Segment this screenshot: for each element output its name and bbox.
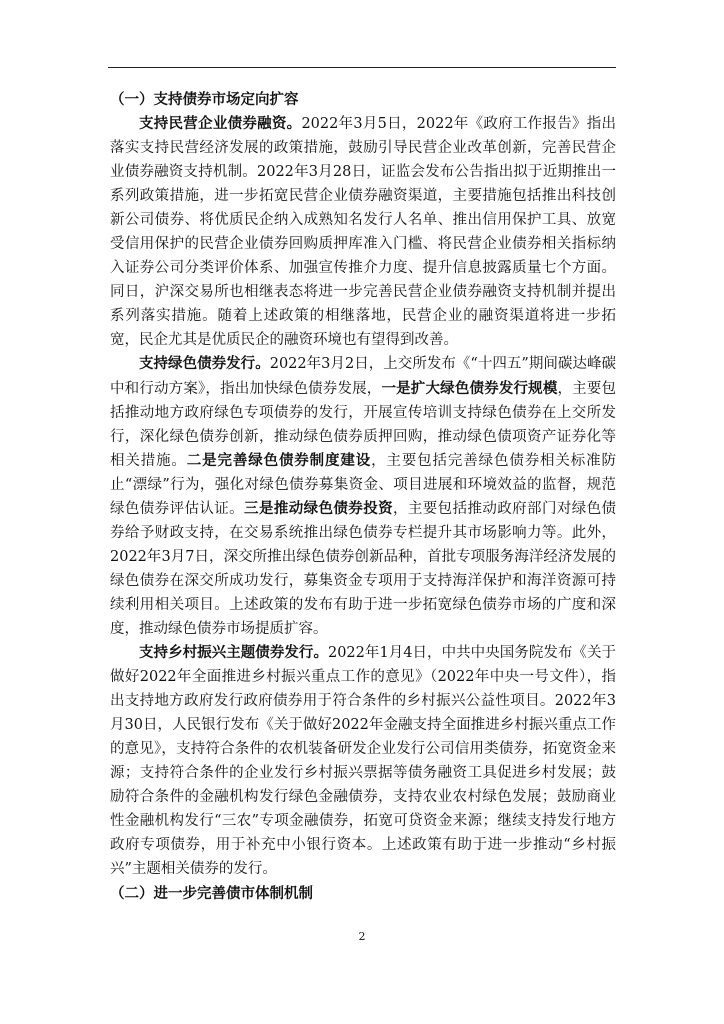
paragraph-text: 2022年3月5日，2022年《政府工作报告》指出落实支持民营经济发展的政策措施，鼓励引导民营企业改革创新，完善民营企业债券融资支持机制。2022年3月28日，证监会发布公告指出拟于近期推出一系列政策措施，进一步拓宽民营企业债券融资渠道，主要措施包括推出科技创新公司债券、将优质民企纳入成熟知名发行人名单、推出信用保护工具、放宽受信用保护的民营企业债券回购质押库准入门槛、将民营企业债券相关指标纳入证券公司分类评价体系、加强宣传推介力度、提升信息披露质量七个方面。同日，沪深交易所也相继表态将进一步完善民营企业债券融资支持机制并提出系列落实措施。随着上述政策的相继落地，民营企业的融资渠道将进一步拓宽，民企尤其是优质民企的融资环境也有望得到改善。 — [110, 116, 616, 349]
paragraph-rural-revitalization-bonds — [110, 641, 616, 881]
paragraph-lead: 支持民营企业债券融资。 — [139, 115, 302, 132]
header-rule — [108, 67, 616, 68]
paragraph-text: 2022年3月2日，上交所发布《“十四五”期间碳达峰碳中和行动方案》，指出加快绿色债券发展， — [110, 356, 616, 397]
paragraph-text: 2022年1月4日，中共中央国务院发布《关于做好2022年全面推进乡村振兴重点工作的意见》（2022年中央一号文件），指出支持地方政府发行政府债券用于符合条件的乡村振兴公益性项目。2022年3月30日，人民银行发布《关于做好2022年金融支持全面推进乡村振兴重点工作的意见》，支持符合条件的农机装备研发企业发行公司信用类债券，拓宽资金来源；支持符合条件的企业发行乡村振兴票据等债务融资工具促进乡村发展；鼓励符合条件的金融机构发行绿色金融债券，支持农业农村绿色发展；鼓励商业性金融机构发行“三农”专项金融债券，拓宽可贷资金来源；继续支持发行地方政府专项债券，用于补充中小银行资本。上述政策有助于进一步推动“乡村振兴”主题相关债券的发行。 — [110, 645, 616, 878]
document-body — [110, 88, 616, 906]
emphasis-point-3: 三是推动绿色债券投资 — [244, 499, 393, 517]
paragraph-text: ，主要包括推动政府部门对绿色债券给予财政支持，在交易系统推出绿色债券专栏提升其市场影响力等。此外，2022年3月7日，深交所推出绿色债券创新品种，首批专项服务海洋经济发展的绿色债券在深交所成功发行，募集资金专项用于支持海洋保护和海洋资源可持续利用相关项目。上述政策的发布有助于进一步拓宽绿色债券市场的广度和深度，推动绿色债券市场提质扩容。 — [110, 500, 617, 637]
paragraph-private-enterprise-bonds — [110, 112, 616, 352]
emphasis-point-1: 一是扩大绿色债券发行规模 — [381, 379, 558, 397]
paragraph-text: ，主要包括推动地方政府绿色专项债券的发行，开展宣传培训支持绿色债券在上交所发行，深化绿色债券创新，推动绿色债券质押回购，推动绿色债项资产证券化等相关措施。 — [110, 380, 617, 469]
section-heading-2: （二）进一步完善债市体制机制 — [110, 884, 313, 902]
page-number: 2 — [358, 930, 366, 943]
section-heading-1: （一）支持债券市场定向扩容 — [110, 91, 299, 108]
paragraph-green-bonds — [110, 352, 616, 641]
paragraph-text: ，主要包括完善绿色债券相关标准防止“漂绿”行为，强化对绿色债券募集资金、项目进展和环境效益的监督，规范绿色债券评估认证。 — [110, 452, 616, 517]
paragraph-lead: 支持绿色债券发行。 — [139, 355, 270, 373]
emphasis-point-2: 二是完善绿色债券制度建设 — [186, 451, 372, 469]
paragraph-lead: 支持乡村振兴主题债券发行。 — [139, 644, 328, 662]
